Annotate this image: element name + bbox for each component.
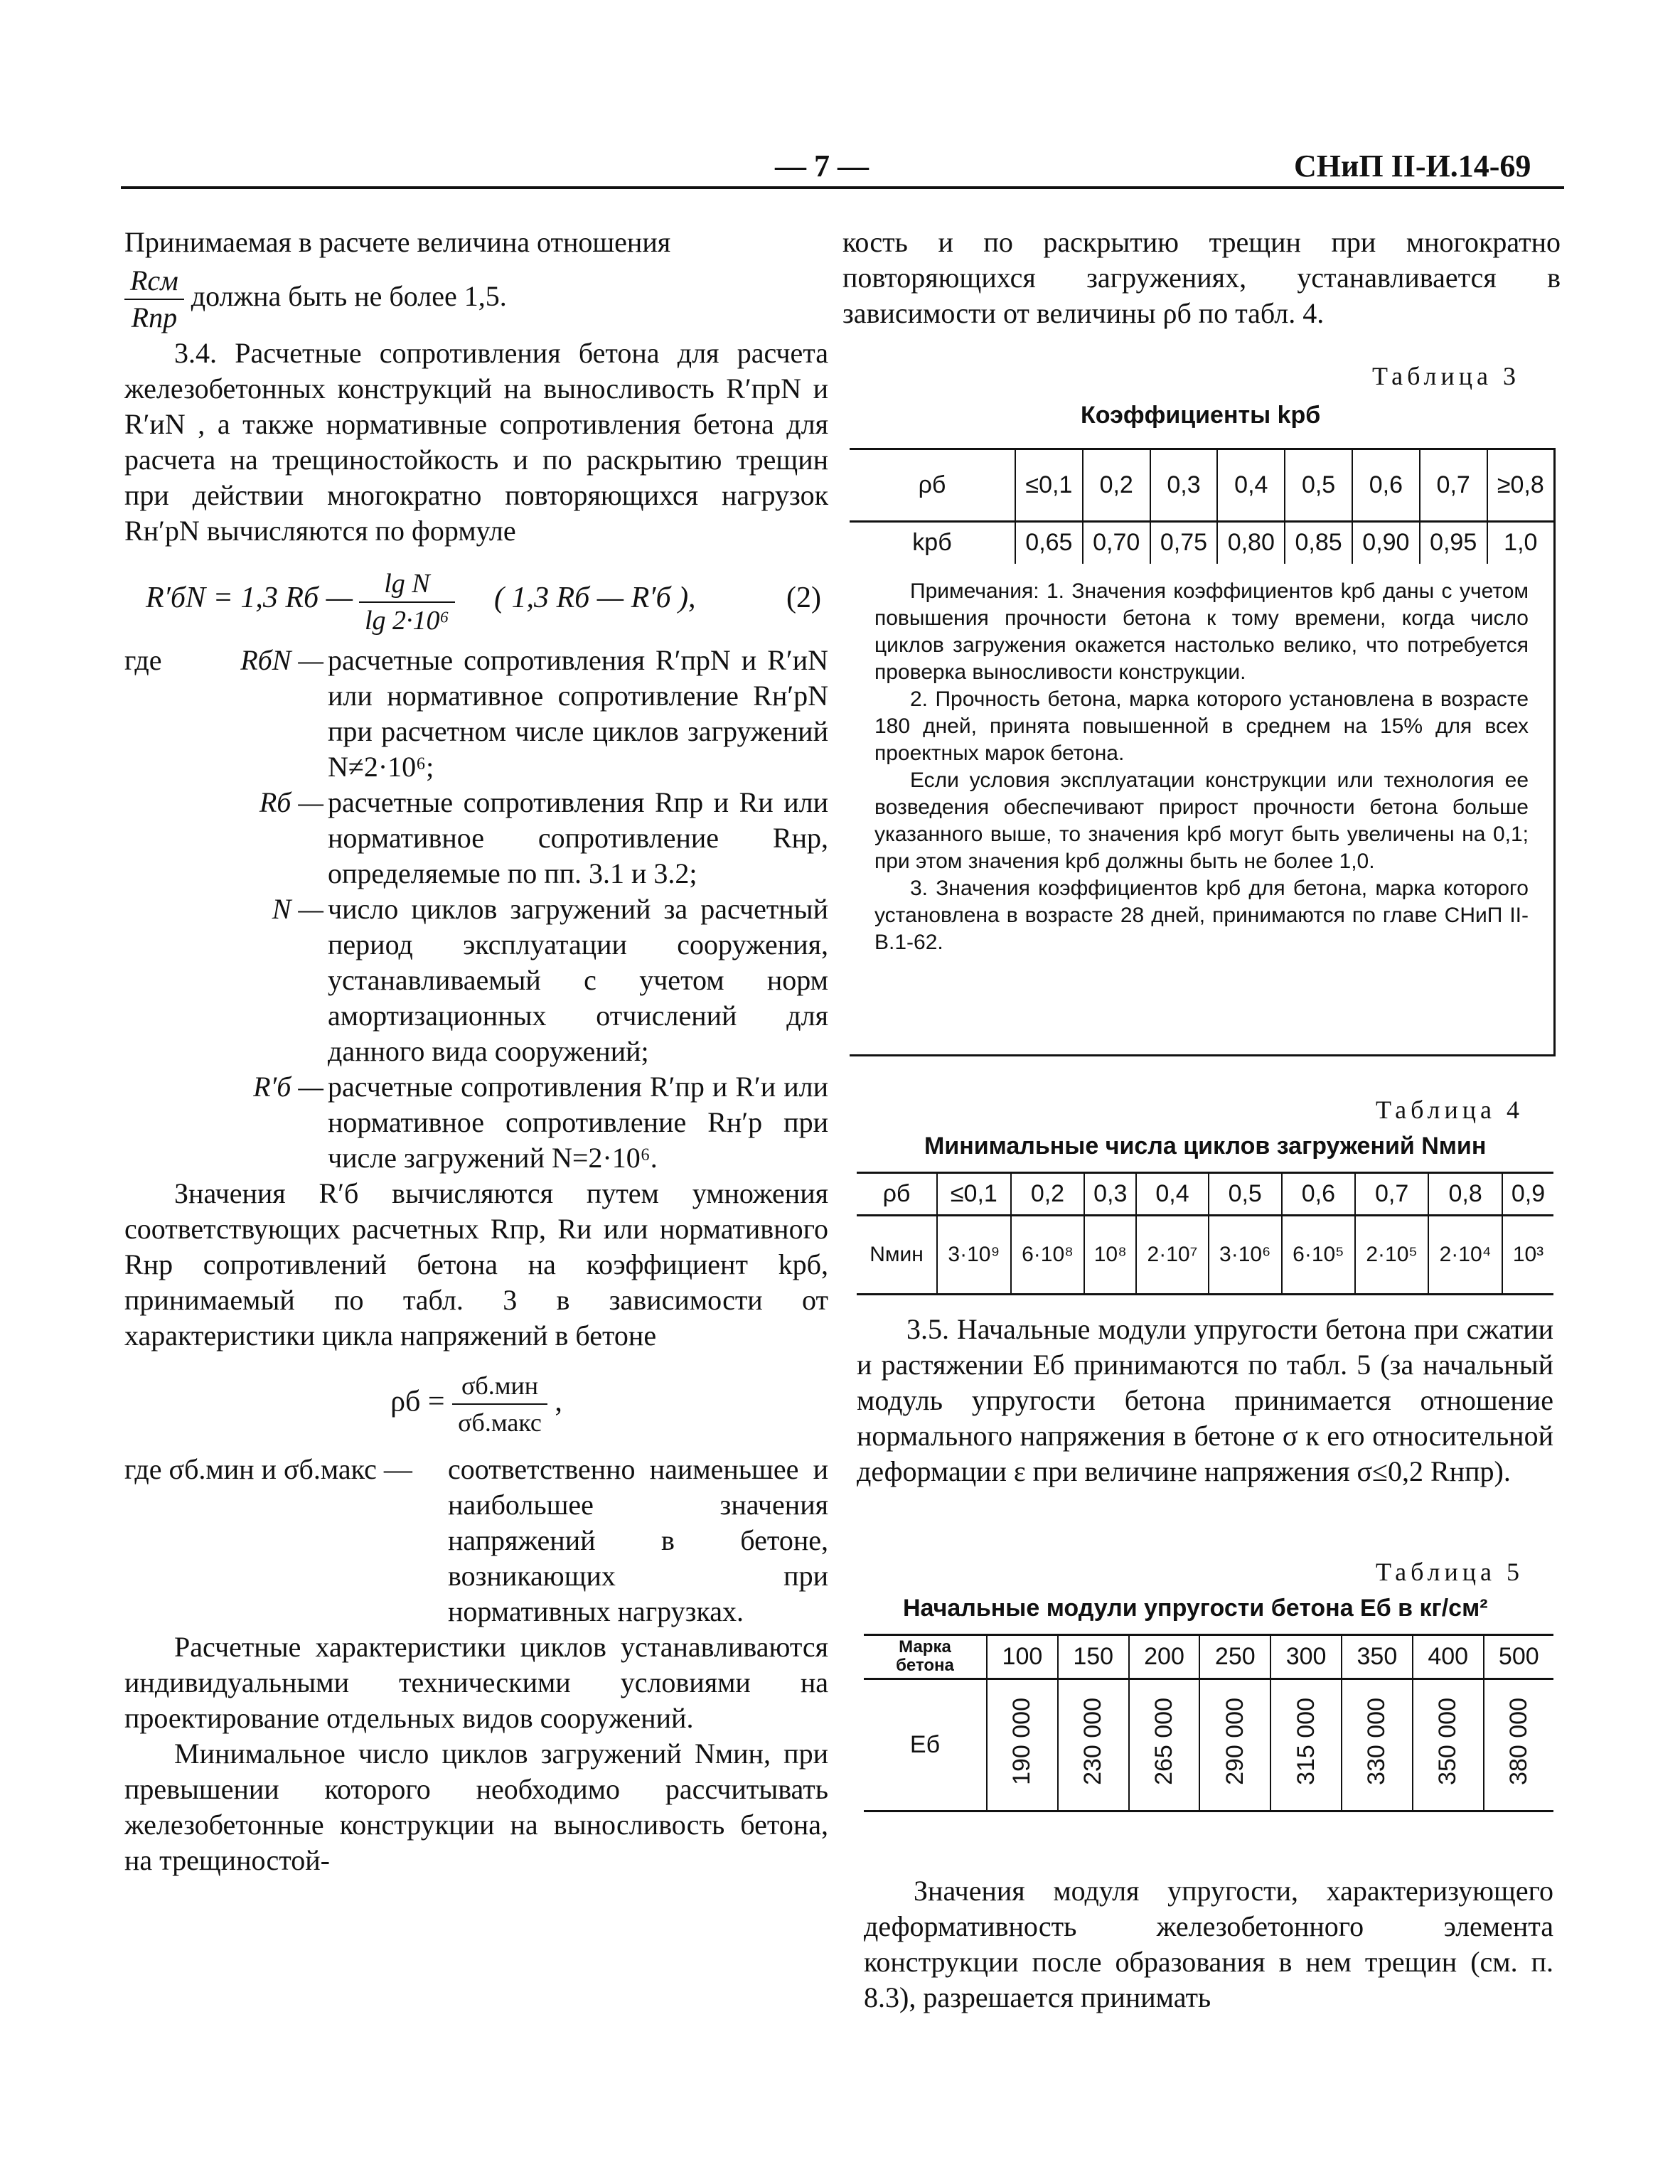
- table-cell: [1270, 1679, 1342, 1810]
- definition-text: число циклов загружений за расчетный период эксплуатации сооружения, устанавливаемый с учетом норм амортизационных отчислений для данного вида сооружений;: [328, 893, 828, 1067]
- definition-text: расчетные сопротивления Rпр и Rи или нормативное сопротивление Rнр, определяемые по пп. 3.1 и 3.2;: [328, 786, 828, 889]
- table-cell: 0,65: [1015, 521, 1083, 564]
- table-3-title: Коэффициенты kрб: [1081, 402, 1321, 429]
- sigma-text: соответственно наименьшее и наибольшее значения напряжений в бетоне, возникающих при нормативных нагрузках.: [448, 1453, 828, 1627]
- sigma-definition: [124, 1452, 828, 1629]
- table-3-grid: [850, 450, 1553, 564]
- table-cell: 0,6: [1352, 450, 1420, 521]
- table-cell: 250: [1199, 1636, 1270, 1679]
- table-cell: 0,95: [1420, 521, 1487, 564]
- table-cell: 0,8: [1428, 1174, 1502, 1215]
- vertical-value: 230 000: [1079, 1698, 1107, 1786]
- rho-fraction: [452, 1368, 547, 1440]
- rho-denominator: σб.макс: [458, 1408, 542, 1437]
- header-rule: [121, 186, 1564, 189]
- paragraph-modulus: Значения модуля упругости, характеризующего деформативность железобетонного элемента конструкции после образования в нем трещин (см. п. 8.3), разрешается принимать: [864, 1875, 1553, 2013]
- table-cell: [1413, 1679, 1484, 1810]
- vertical-value: 265 000: [1150, 1698, 1177, 1786]
- table-cell: Марка бетона: [896, 1637, 954, 1676]
- table-cell: 0,70: [1083, 521, 1150, 564]
- table-cell: 500: [1484, 1636, 1553, 1679]
- paragraph-ratio-limit: [124, 263, 828, 336]
- paragraph-cycle-characteristics: Расчетные характеристики циклов устанавливаются индивидуальными техническими условиями на проектирование отдельных видов сооружений.: [124, 1631, 828, 1734]
- table-cell: 0,2: [1083, 450, 1150, 521]
- definitions-list: [124, 643, 828, 1176]
- definition-text: расчетные сопротивления R′прN и R′иN или нормативное сопротивление Rн′рN при расчетном числе циклов загружений N≠2·10⁶;: [328, 644, 828, 783]
- table-cell: 1,0: [1487, 521, 1553, 564]
- note-1: Примечания: 1. Значения коэффициентов kрб даны с учетом повышения прочности бетона к тому времени, когда число циклов загружения окажется настолько велико, что потребуется проверка выносливости конструкции.: [874, 579, 1529, 684]
- table-cell: 300: [1270, 1636, 1342, 1679]
- formula-denominator: lg 2·10⁶: [365, 606, 449, 636]
- table-cell: 0,75: [1150, 521, 1218, 564]
- table-cell: 350: [1342, 1636, 1413, 1679]
- table-5-grid: [864, 1636, 1553, 1810]
- table-4-grid: [857, 1174, 1553, 1293]
- table-row: [857, 1215, 1553, 1293]
- table-3-caption: Таблица 3: [1372, 362, 1520, 390]
- definition-item: [124, 643, 828, 785]
- definition-item: [124, 785, 828, 892]
- definition-item: [124, 892, 828, 1069]
- paragraph-continued: кость и по раскрытию трещин при многократно повторяющихся загружениях, устанавливается в зависимости от величины ρб по табл. 4.: [842, 226, 1561, 329]
- table-cell: 0,80: [1217, 521, 1285, 564]
- table-cell: [1199, 1679, 1270, 1810]
- left-column: [124, 225, 828, 1878]
- table-5-title: Начальные модули упругости бетона Eб в кг/см²: [903, 1595, 1488, 1622]
- definition-term: R′б —: [253, 1071, 323, 1103]
- table-cell: [1484, 1679, 1553, 1810]
- table-cell: ≤0,1: [1015, 450, 1083, 521]
- table-cell: 6·10⁵: [1282, 1215, 1355, 1293]
- definition-term: N —: [272, 893, 323, 925]
- note-3: Если условия эксплуатации конструкции или технология ее возведения обеспечивают прирост прочности бетона больше указанного выше, то значения kрб могут быть увеличены на 0,1; при этом значения kрб должны быть не более 1,0.: [874, 769, 1529, 873]
- table-cell: ρб: [918, 471, 946, 498]
- rho-tail: ,: [555, 1385, 562, 1418]
- table-row: [864, 1679, 1553, 1810]
- paragraph-3-4: 3.4. Расчетные сопротивления бетона для расчета железобетонных конструкций на выносливость R′прN и R′иN , а также нормативные сопротивления бетона для расчета на трещиностойкость и по раскрытию трещин при действии многократно повторяющихся нагрузок Rн′рN вычисляются по формуле: [124, 337, 828, 547]
- paragraph-min-cycles: Минимальное число циклов загружений Nмин, при превышении которого необходимо рассчитывать железобетонные конструкции на выносливость бетона, на трещиностой-: [124, 1738, 828, 1876]
- formula-numerator: lg N: [359, 566, 455, 603]
- table-cell: 0,90: [1352, 521, 1420, 564]
- paragraph-3-5-block: [857, 1312, 1553, 1489]
- table-cell: [1129, 1679, 1200, 1810]
- note-4: 3. Значения коэффициентов kрб для бетона, марка которого установлена в возрасте 28 дней, принимаются по главе СНиП II-В.1-62.: [874, 877, 1529, 954]
- page-number: — 7 —: [775, 149, 869, 183]
- right-column-intro: [842, 225, 1561, 331]
- ratio-fraction: [124, 263, 184, 336]
- table-4-caption: Таблица 4: [1376, 1096, 1524, 1124]
- formula-number: (2): [786, 582, 821, 614]
- table-cell: 0,5: [1285, 450, 1352, 521]
- table-cell: 0,7: [1355, 1174, 1428, 1215]
- note-2: 2. Прочность бетона, марка которого установлена в возрасте 180 дней, принята повышенной в среднем на 15% для всех проектных марок бетона.: [874, 687, 1529, 765]
- table-cell: Nмин: [870, 1242, 924, 1266]
- ratio-limit-text: должна быть не более 1,5.: [191, 280, 507, 313]
- vertical-value: 290 000: [1221, 1698, 1248, 1786]
- rho-numerator: σб.мин: [452, 1368, 547, 1405]
- paragraph-ratio-intro: Принимаемая в расчете величина отношения: [124, 226, 671, 258]
- paragraph-modulus-block: [864, 1873, 1553, 2016]
- document-code: СНиП II-И.14-69: [1294, 149, 1531, 183]
- fraction-denominator: Rпр: [131, 301, 178, 333]
- table-cell: 0,2: [1011, 1174, 1084, 1215]
- table-cell: 10³: [1502, 1215, 1553, 1293]
- where-label: где: [124, 644, 162, 676]
- table-3-notes: [874, 578, 1529, 956]
- table-cell: 100: [987, 1636, 1058, 1679]
- table-cell: ρб: [882, 1179, 911, 1207]
- table-row: [850, 521, 1553, 564]
- table-cell: [1342, 1679, 1413, 1810]
- sigma-term: где σб.мин и σб.макс —: [124, 1453, 412, 1485]
- definition-term: Rб —: [259, 786, 323, 818]
- table-cell: [987, 1679, 1058, 1810]
- definition-text: расчетные сопротивления R′пр и R′и или нормативное сопротивление Rн′р при числе загружений N=2·10⁶.: [328, 1071, 828, 1174]
- table-cell: kрб: [912, 529, 952, 557]
- table-cell: ≤0,1: [937, 1174, 1011, 1215]
- table-cell: 0,5: [1209, 1174, 1282, 1215]
- table-cell: 2·10⁷: [1136, 1215, 1208, 1293]
- table-cell: 0,7: [1420, 450, 1487, 521]
- table-cell: 400: [1413, 1636, 1484, 1679]
- fraction-numerator: Rсм: [124, 263, 184, 300]
- rho-lhs: ρб =: [390, 1385, 445, 1418]
- definition-item: [124, 1069, 828, 1176]
- table-cell: 200: [1129, 1636, 1200, 1679]
- table-cell: 0,9: [1502, 1174, 1553, 1215]
- vertical-value: 330 000: [1363, 1698, 1391, 1786]
- paragraph-3-5: 3.5. Начальные модули упругости бетона при сжатии и растяжении Eб принимаются по табл. 5 (за начальный модуль упругости бетона принимается отношение нормального напряжения в бетоне σ к его относительной деформации ε при величине напряжения σ≤0,2 Rнпр).: [857, 1313, 1553, 1487]
- table-cell: 6·10⁸: [1011, 1215, 1084, 1293]
- table-4-title: Минимальные числа циклов загружений Nмин: [924, 1133, 1487, 1160]
- table-row: [857, 1174, 1553, 1215]
- definition-term: RбN —: [240, 644, 323, 676]
- table-cell: 0,4: [1217, 450, 1285, 521]
- table-row: [850, 450, 1553, 521]
- formula-lhs: R′бN = 1,3 Rб —: [146, 582, 353, 614]
- formula-2: [124, 566, 828, 636]
- formula-rhs: ( 1,3 Rб — R′б ),: [494, 582, 696, 614]
- table-cell: 2·10⁵: [1355, 1215, 1428, 1293]
- table-cell: 3·10⁶: [1209, 1215, 1282, 1293]
- vertical-value: 315 000: [1292, 1698, 1320, 1786]
- vertical-value: 380 000: [1504, 1698, 1532, 1786]
- table-cell: 0,3: [1084, 1174, 1136, 1215]
- table-cell: [1058, 1679, 1129, 1810]
- table-cell: 150: [1058, 1636, 1129, 1679]
- table-row: [864, 1636, 1553, 1679]
- table-3: [850, 448, 1556, 1056]
- table-cell: 10⁸: [1084, 1215, 1136, 1293]
- formula-fraction: [359, 566, 455, 638]
- table-cell: Eб: [909, 1730, 941, 1758]
- vertical-value: 190 000: [1008, 1698, 1036, 1786]
- table-cell: 3·10⁹: [937, 1215, 1011, 1293]
- table-cell: 0,4: [1136, 1174, 1208, 1215]
- paragraph-values: Значения R′б вычисляются путем умножения соответствующих расчетных Rпр, Rи или нормативного Rнр сопротивлений бетона на коэффициент kрб, принимаемый по табл. 3 в зависимости от характеристики цикла напряжений в бетоне: [124, 1177, 828, 1351]
- table-cell: 0,6: [1282, 1174, 1355, 1215]
- table-cell: ≥0,8: [1487, 450, 1553, 521]
- table-5: [864, 1634, 1553, 1812]
- table-5-caption: Таблица 5: [1376, 1558, 1524, 1586]
- table-cell: 0,3: [1150, 450, 1218, 521]
- rho-formula: [124, 1368, 828, 1440]
- table-cell: 2·10⁴: [1428, 1215, 1502, 1293]
- table-cell: 0,85: [1285, 521, 1352, 564]
- vertical-value: 350 000: [1434, 1698, 1462, 1786]
- table-4: [857, 1172, 1553, 1295]
